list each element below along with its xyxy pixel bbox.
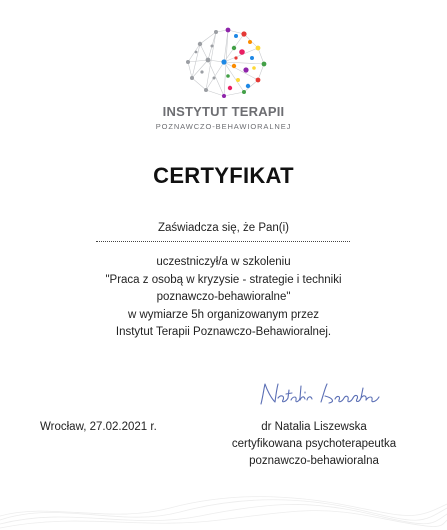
- certificate-title: CERTYFIKAT: [153, 163, 294, 188]
- duration-line: w wymiarze 5h organizowanym przez: [127, 309, 320, 321]
- signer-name: dr Natalia Liszewska: [261, 421, 367, 433]
- training-title-line-1: "Praca z osobą w kryzysie - strategie i techniki: [105, 274, 342, 286]
- brand-name: INSTYTUT TERAPII: [162, 104, 285, 119]
- organizer-line: Instytut Terapii Poznawczo-Behawioralnej.: [115, 326, 332, 338]
- participated-line: uczestniczył/a w szkoleniu: [156, 256, 291, 268]
- signer-title-line-2: poznawczo-behawioralna: [249, 455, 379, 467]
- brand-subtitle: POZNAWCZO-BEHAWIORALNEJ: [155, 122, 292, 131]
- handwritten-signature: [255, 378, 385, 412]
- training-title-line-2: poznawczo-behawioralne": [156, 291, 291, 303]
- brain-network-logo: [178, 22, 270, 100]
- certify-line: Zaświadcza się, że Pan(i): [157, 222, 290, 234]
- name-dotted-line: [96, 241, 350, 242]
- signer-title-line-1: certyfikowana psychoterapeutka: [231, 438, 397, 450]
- decorative-bottom-wave: [0, 490, 447, 530]
- place-and-date: Wrocław, 27.02.2021 r.: [40, 421, 157, 433]
